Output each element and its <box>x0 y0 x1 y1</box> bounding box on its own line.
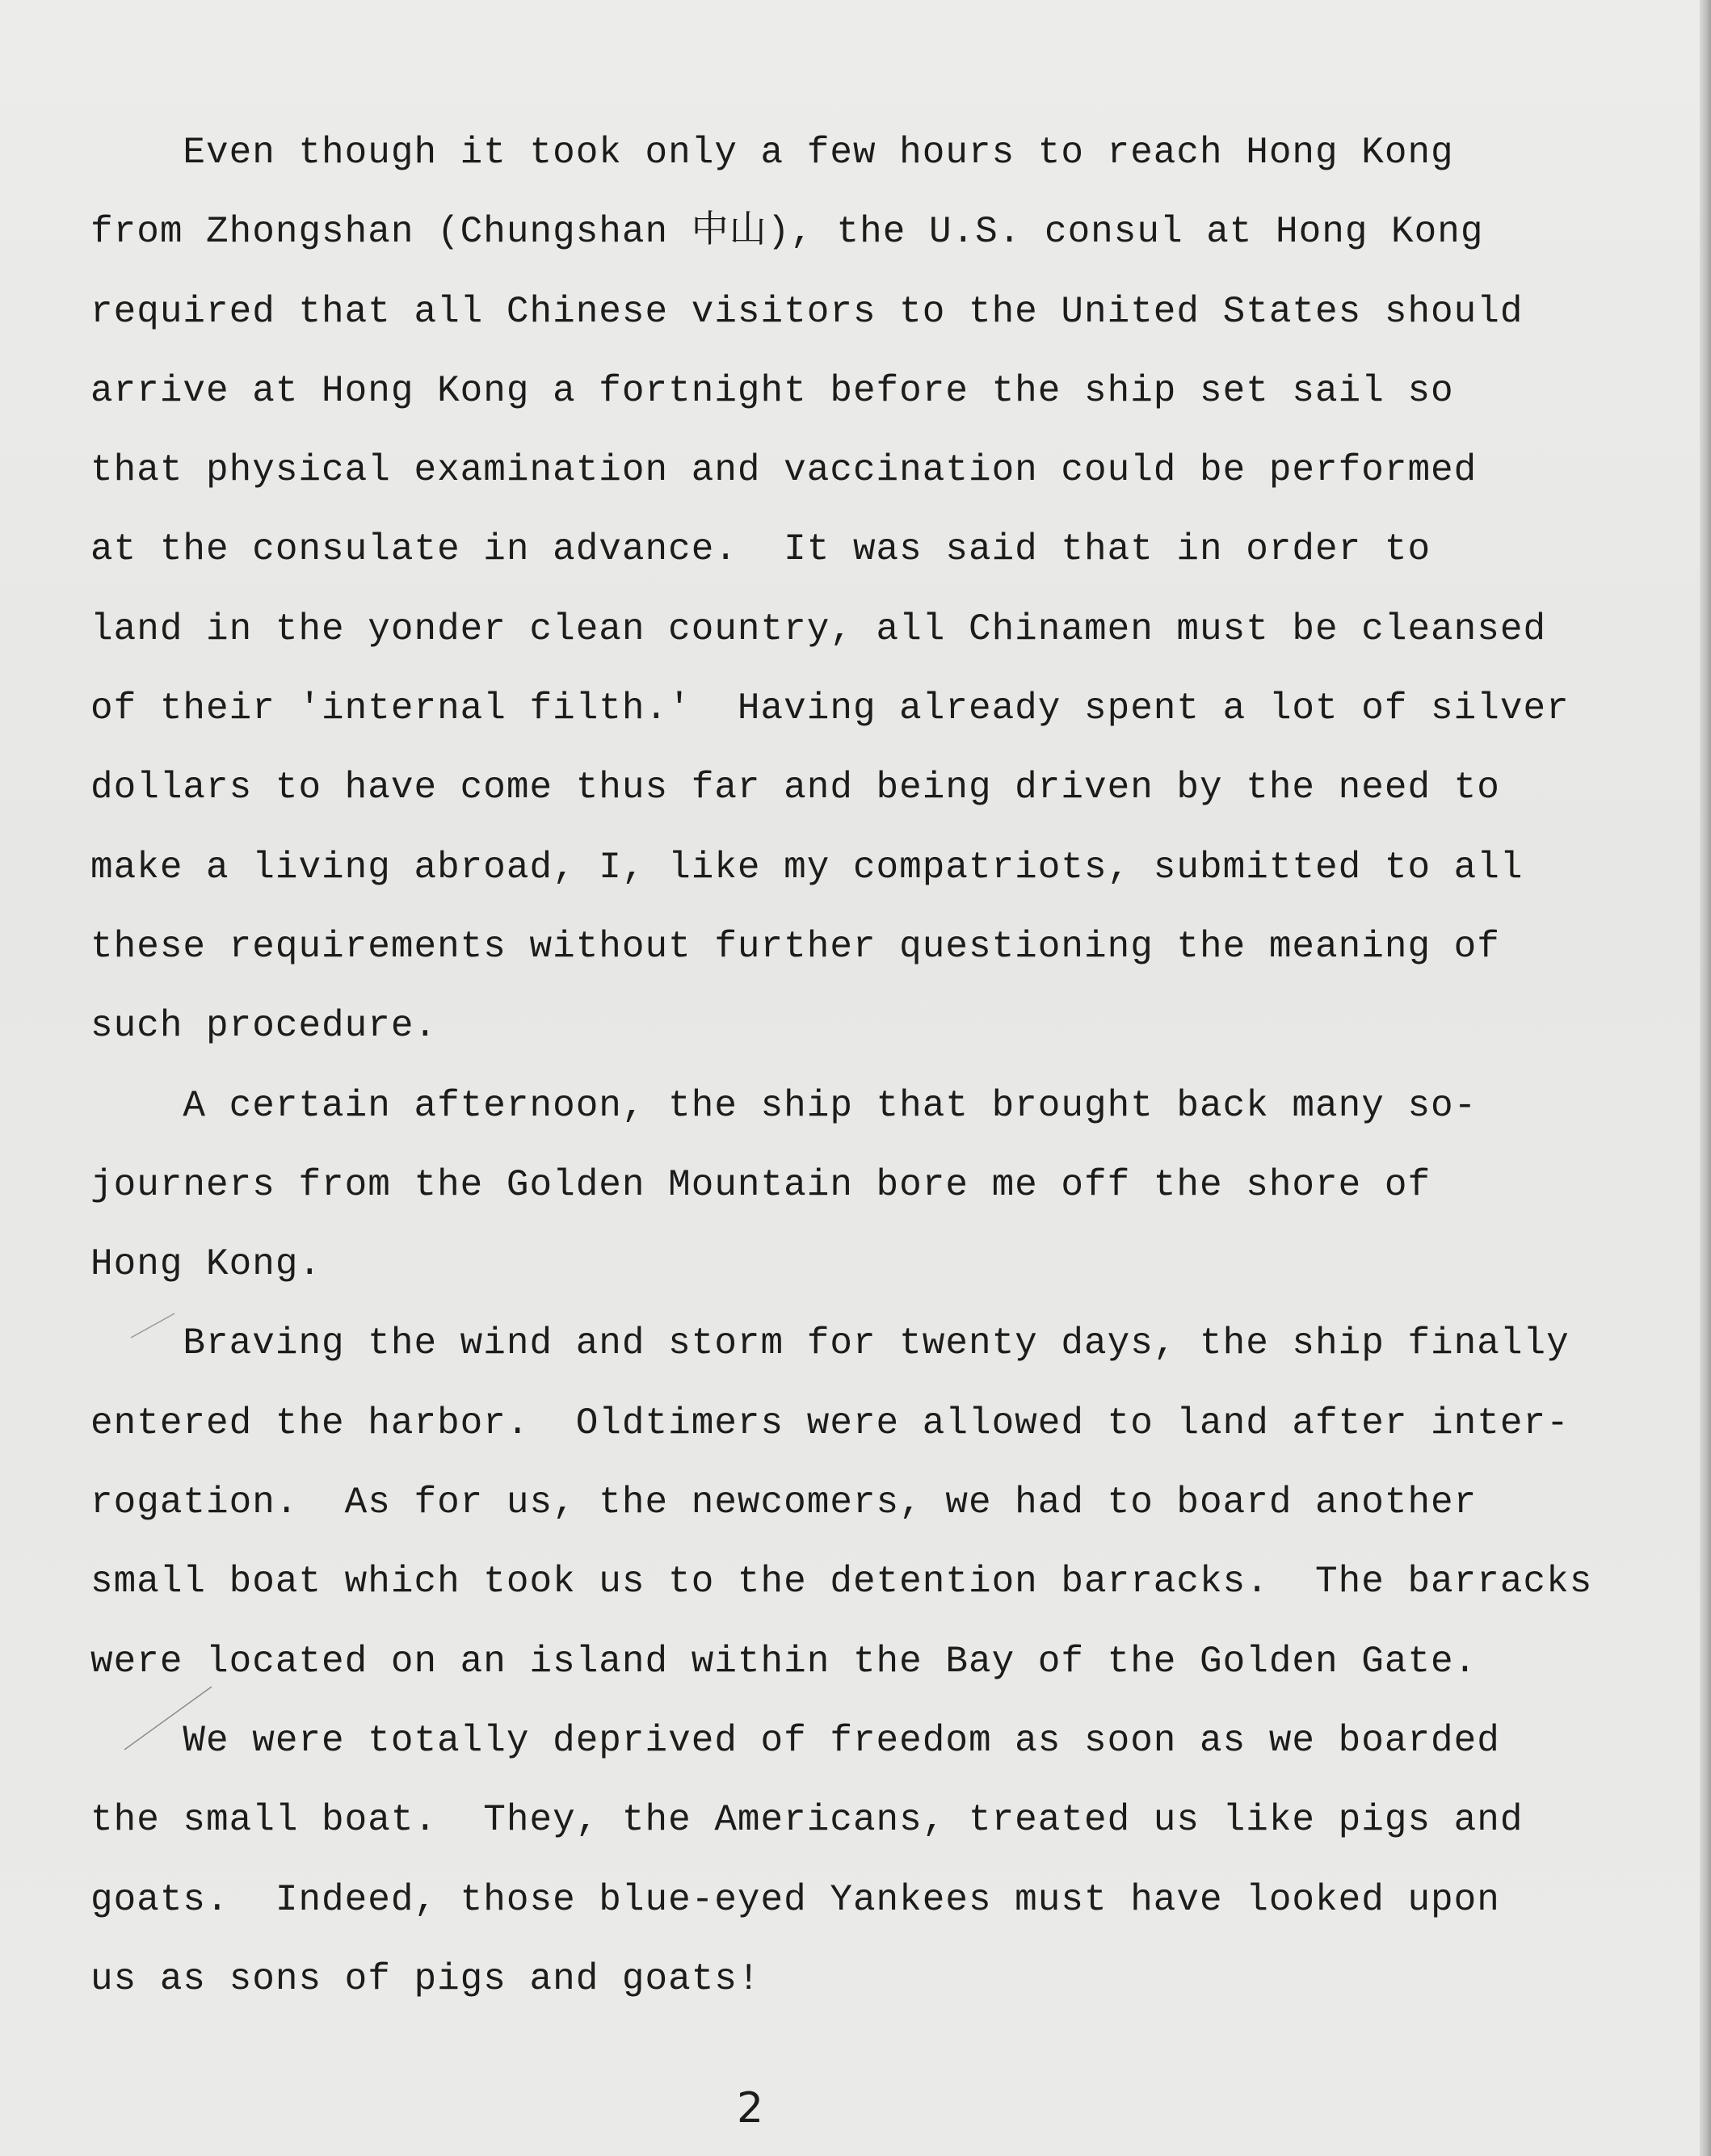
page-edge-shadow <box>1700 0 1711 2156</box>
text-line: make a living abroad, I, like my compatriots, submitted to all <box>90 846 1524 889</box>
text-line: land in the yonder clean country, all Chinamen must be cleansed <box>90 607 1547 650</box>
text-line: journers from the Golden Mountain bore me off the shore of <box>90 1163 1431 1206</box>
text-line: We were totally deprived of freedom as soon as we boarded <box>90 1719 1500 1762</box>
text-line: Even though it took only a few hours to reach Hong Kong <box>90 132 1454 174</box>
text-line: Braving the wind and storm for twenty days, the ship finally <box>90 1322 1570 1365</box>
text-line: Hong Kong. <box>90 1243 322 1286</box>
text-line: these requirements without further questioning the meaning of <box>90 925 1500 968</box>
text-line: rogation. As for us, the newcomers, we had to board another <box>90 1481 1478 1524</box>
text-line: small boat which took us to the detention barracks. The barracks <box>90 1561 1593 1603</box>
text-line: were located on an island within the Bay of the Golden Gate. <box>90 1640 1478 1683</box>
page-number: 2 <box>737 2084 764 2133</box>
text-line: from Zhongshan (Chungshan 中山), the U.S. consul at Hong Kong <box>90 211 1484 254</box>
text-line: A certain afternoon, the ship that brought back many so- <box>90 1084 1478 1127</box>
text-line: entered the harbor. Oldtimers were allowed to land after inter- <box>90 1402 1570 1444</box>
text-line: the small boat. They, the Americans, treated us like pigs and <box>90 1799 1524 1842</box>
text-line: arrive at Hong Kong a fortnight before the ship set sail so <box>90 369 1454 412</box>
text-line: required that all Chinese visitors to the United States should <box>90 290 1524 333</box>
text-line: at the consulate in advance. It was said that in order to <box>90 528 1431 571</box>
body-text <box>90 113 1654 2019</box>
text-line: that physical examination and vaccination could be performed <box>90 449 1478 492</box>
text-line: of their 'internal filth.' Having already spent a lot of silver <box>90 687 1570 730</box>
text-line: dollars to have come thus far and being driven by the need to <box>90 767 1500 809</box>
text-line: goats. Indeed, those blue-eyed Yankees must have looked upon <box>90 1878 1500 1921</box>
text-line: such procedure. <box>90 1005 438 1048</box>
text-line: us as sons of pigs and goats! <box>90 1957 761 2000</box>
